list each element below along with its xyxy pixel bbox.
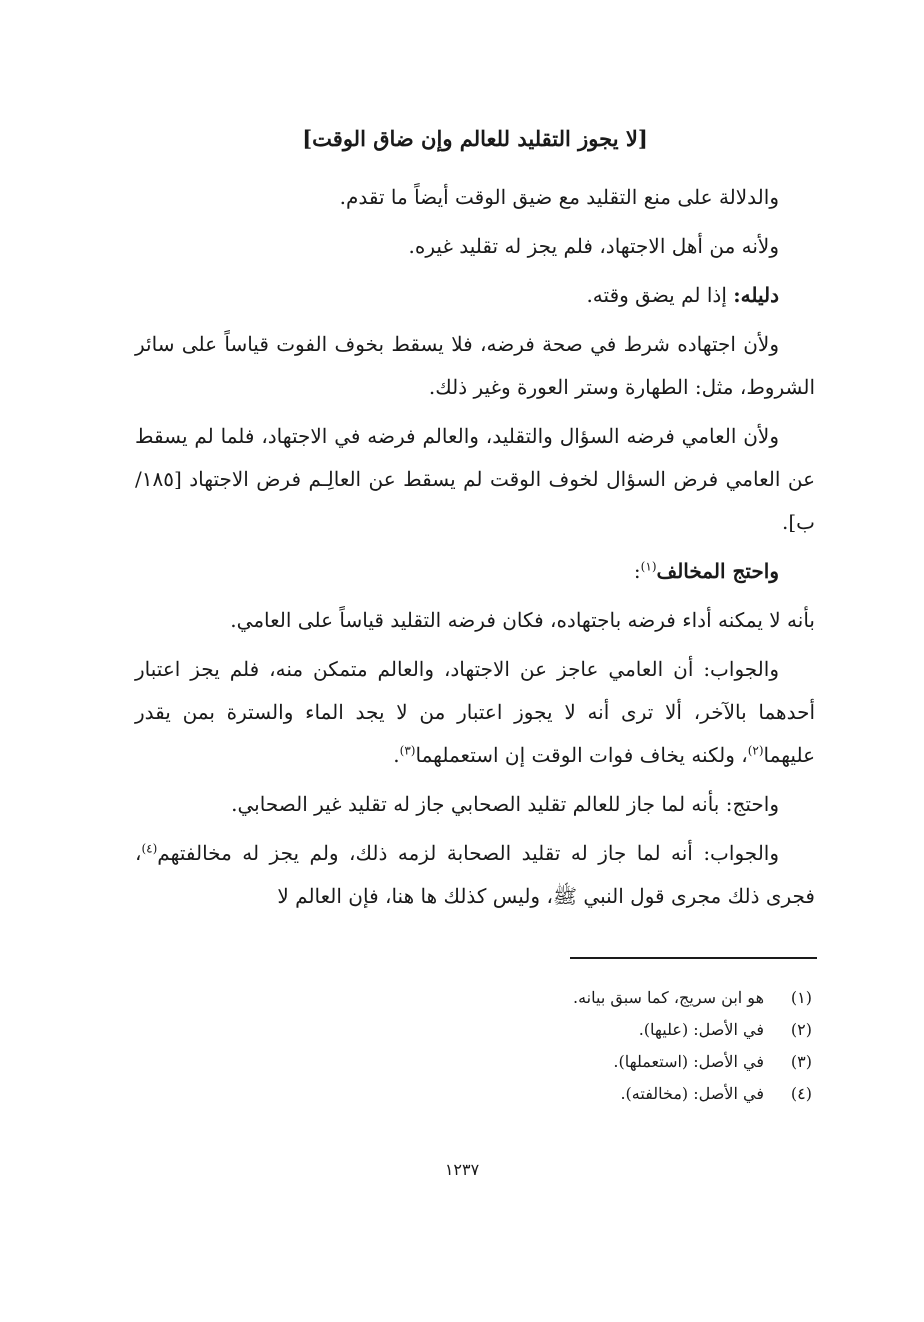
paragraph-8-part-c: . [393,743,400,767]
footnote-text: في الأصل: (استعملها). [613,1052,764,1071]
page-body [135,110,815,924]
footnote-ref-4: (٤) [141,841,158,856]
paragraph-5: ولأن العامي فرضه السؤال والتقليد، والعالم فرضه في الاجتهاد، فلما لم يسقط عن العامي فرض السؤال لخوف الوقت لم يسقط عن العالِـم فرض الاجتهاد [١٨٥/ب]. [135,424,815,534]
footnote-number: (٣) [790,1052,812,1071]
main-text [135,176,815,918]
footnotes [300,982,812,1110]
evidence-label: دليله: [733,283,779,307]
paragraph-10 [135,832,815,918]
footnote-ref-1: (١) [640,559,657,574]
paragraph-6 [135,550,815,593]
page-number: ١٢٣٧ [444,1160,480,1179]
footnote-text: في الأصل: (مخالفته). [620,1084,764,1103]
footnote-text: هو ابن سريج، كما سبق بيانه. [573,988,764,1007]
section-title: [لا يجوز التقليد للعالم وإن ضاق الوقت] [302,126,648,151]
footnote-number: (١) [790,988,812,1007]
paragraph-2: ولأنه من أهل الاجتهاد، فلم يجز له تقليد غيره. [408,234,779,258]
footnote-separator [570,957,817,959]
footnote-item [300,982,812,1014]
paragraph-8-part-b: ، ولكنه يخاف فوات الوقت إن استعملهما [415,743,748,767]
footnote-ref-3: (٣) [399,743,416,758]
paragraph-9: واحتج: بأنه لما جاز للعالم تقليد الصحابي جاز له تقليد غير الصحابي. [231,792,779,816]
paragraph-3 [135,274,815,317]
footnote-ref-2: (٢) [747,743,764,758]
footnote-item [300,1014,812,1046]
footnote-item [300,1078,812,1110]
footnote-number: (٢) [790,1020,812,1039]
footnote-text: في الأصل: (عليها). [638,1020,764,1039]
paragraph-7: بأنه لا يمكنه أداء فرضه باجتهاده، فكان فرضه التقليد قياساً على العامي. [230,608,815,632]
footnote-item [300,1046,812,1078]
paragraph-10-part-a: والجواب: أنه لما جاز له تقليد الصحابة لزمه ذلك، ولم يجز له مخالفتهم [157,841,779,865]
paragraph-6-colon: : [633,559,641,583]
paragraph-8 [135,648,815,777]
footnote-number: (٤) [790,1084,812,1103]
paragraph-1: والدلالة على منع التقليد مع ضيق الوقت أيضاً ما تقدم. [339,185,779,209]
paragraph-8-part-a: والجواب: أن العامي عاجز عن الاجتهاد، والعالم متمكن منه، فلم يجز اعتبار أحدهما بالآخر، ألا ترى أنه لا يجوز اعتبار من لا يجد الماء والسترة بمن يقدر عليهما [135,657,815,767]
paragraph-4: ولأن اجتهاده شرط في صحة فرضه، فلا يسقط بخوف الفوت قياساً على سائر الشروط، مثل: الطهارة وستر العورة وغير ذلك. [135,332,815,399]
opponent-argument-heading: واحتج المخالف [656,559,779,583]
paragraph-3-text: إذا لم يضق وقته. [586,283,734,307]
paragraph-10-part-b: ، فجرى ذلك مجرى قول النبي ﷺ، وليس كذلك ها هنا، فإن العالم لا [135,841,815,908]
